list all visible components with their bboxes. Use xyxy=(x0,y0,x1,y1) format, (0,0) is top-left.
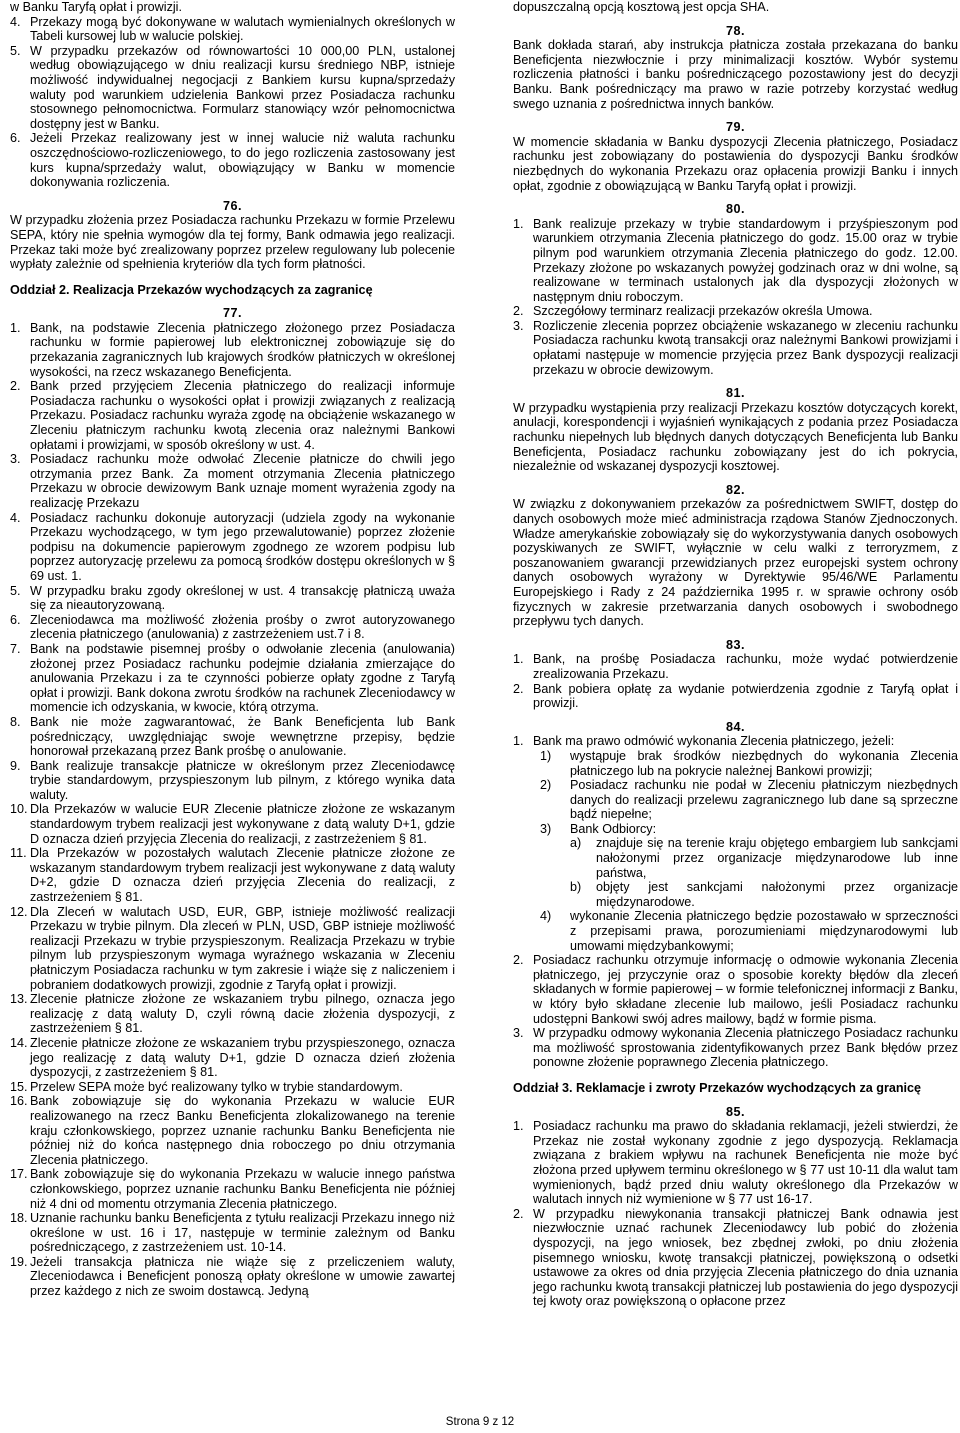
item-number: 2) xyxy=(540,778,552,793)
section-heading: 81. xyxy=(725,386,745,401)
section-heading: 76. xyxy=(222,198,242,213)
item-text: Bank Odbiorcy: xyxy=(570,821,657,836)
item-number: 2. xyxy=(513,953,524,968)
item-number: 9. xyxy=(10,758,21,773)
item-number: 17. xyxy=(10,1167,28,1182)
item-text: Bank, na prośbę Posiadacza rachunku, może wydać potwierdzenie zrealizowania Przekazu. xyxy=(533,652,958,681)
item-text: Bank realizuje transakcje płatnicze w określonym przez Zleceniodawcę trybie standardowym, przyspieszonym lub pilnym, z którego wynika data waluty. xyxy=(30,758,455,802)
item-text: W przypadku odmowy wykonania Zlecenia płatniczego Posiadacz rachunku ma możliwość sprostowania zidentyfikowanych przez Bank błędów przez ponowne złożenie poprawnego Zlecenia płatniczego. xyxy=(533,1026,958,1070)
section-heading: 78. xyxy=(725,23,745,38)
list-item xyxy=(10,379,455,452)
item-number: 10. xyxy=(10,802,28,817)
list-item xyxy=(10,715,455,759)
list-item xyxy=(10,511,455,584)
list-item xyxy=(10,1080,455,1095)
item-number: 6. xyxy=(10,612,21,627)
paragraph: W przypadku wystąpienia przy realizacji Przekazu kosztów dotyczących korekt, anulacji, korespondencji i wyjaśnień wynikających z podania przez Posiadacza rachunku niepełnych lub błędnych danych dotyczących Beneficjenta lub Banku Beneficjenta, Posiadacz rachunku zobowiązany jest do ich pokrycia, niezależnie od wskazanej dyspozycji kosztowej. xyxy=(513,400,958,474)
list-item xyxy=(10,1036,455,1080)
page-number: Strona 9 z 12 xyxy=(445,1416,515,1428)
item-number: 8. xyxy=(10,714,21,729)
item-text: Uznanie rachunku banku Beneficjenta z tytułu realizacji Przekazu innego niż określone w ust. 16 i 17, następuje w terminie zależnym od Banku pośredniczącego, z zastrzeżeniem ust. 10-14. xyxy=(30,1211,455,1255)
item-text: Bank realizuje przekazy w trybie standardowym i przyśpieszonym pod warunkiem otrzymania Zlecenia płatniczego do godz. 15.00 oraz w trybie pilnym pod warunkiem otrzymania Zlecenia płatniczego do godz. 12.00. Przekazy złożone po wskazanych powyżej godzinach oraz w dni wolne, są realizowane w terminach ustalonych jak dla dyspozycji złożonych w następnym dniu roboczym. xyxy=(533,216,958,304)
item-number: 6. xyxy=(10,131,21,146)
item-number: 4) xyxy=(540,909,552,924)
list-item xyxy=(513,319,958,377)
list-item xyxy=(513,682,958,711)
list-item xyxy=(10,802,455,846)
item-text: Bank zobowiązuje się do wykonania Przekazu w walucie innego państwa członkowskiego, poprzez uznanie rachunku Banku Beneficjenta nie później niż 4 dni od momentu otrzymania Zlecenia płatniczego. xyxy=(30,1167,455,1211)
item-text: Dla Przekazów w walucie EUR Zlecenie płatnicze złożone ze wskazanym standardowym trybem realizacji jest wykonywane z datą waluty D+1, gdzie D oznacza dzień przyjęcia Zlecenia do realizacji, z zastrzeżeniem § 81. xyxy=(30,802,455,846)
item-text: Jeżeli Przekaz realizowany jest w innej walucie niż waluta rachunku oszczędnościowo-rozliczeniowego, to do jego rozliczenia zastosowany jest kurs kupna/sprzedaży walut, obowiązujący w Banku w momencie dokonywania rozliczenia. xyxy=(30,131,455,190)
list-item xyxy=(513,953,958,1026)
left-column xyxy=(10,0,455,1299)
list-item xyxy=(10,321,455,379)
sub-list-item xyxy=(540,909,958,953)
list-item xyxy=(10,584,455,613)
list-item xyxy=(10,846,455,904)
list-item xyxy=(10,1167,455,1211)
list-item xyxy=(513,1207,958,1309)
item-text: Bank, na podstawie Zlecenia płatniczego złożonego przez Posiadacza rachunku w formie papierowej lub elektronicznej zobowiązuje się do przekazania zagranicznych lub krajowych środków płatniczych w określonej wysokości, na rzecz wskazanego Beneficjenta. xyxy=(30,320,455,379)
item-text: Bank zobowiązuje się do wykonania Przekazu w walucie EUR realizowanego na rzecz Banku Beneficjenta zlokalizowanego na terenie kraju członkowskiego, poprzez uznanie rachunku Banku Beneficjenta nie później niż do końca następnego dnia roboczego po dniu otrzymania Zlecenia płatniczego. xyxy=(30,1094,455,1167)
item-number: 16. xyxy=(10,1094,28,1109)
list-item xyxy=(10,1211,455,1255)
list-item xyxy=(10,613,455,642)
sub-list-item xyxy=(540,822,958,837)
item-number: 5. xyxy=(10,583,21,598)
item-text: Zlecenie płatnicze złożone ze wskazaniem trybu przyspieszonego, oznacza jego realizację z datą waluty D+1, gdzie D oznacza dzień złożenia dyspozycji, z zastrzeżeniem § 81. xyxy=(30,1035,455,1080)
paragraph: Bank dokłada starań, aby instrukcja płatnicza została przekazana do banku Beneficjenta niezwłocznie i przy minimalizacji kosztów. Wybór systemu rozliczenia płatności i banku pośredniczącego pozostawiony jest do decyzji Banku. Bank pośredniczący ma prawo w razie potrzeby korzystać według swego uznania z pośrednictwa innych banków. xyxy=(513,38,958,111)
item-number: 11. xyxy=(10,846,27,861)
item-text: Posiadacz rachunku może odwołać Zlecenie płatnicze do chwili jego otrzymania przez Bank. Za moment otrzymania Zlecenia płatniczego Przekazu w obrocie dewizowym Bank uznaje moment wyrażenia zgody na realizację Przekazu xyxy=(30,452,455,510)
list-item xyxy=(10,759,455,803)
item-number: 4. xyxy=(10,510,21,525)
item-text: Dla Przekazów w pozostałych walutach Zlecenie płatnicze złożone ze wskazanym standardowym trybem realizacji jest wykonywane z datą waluty D+2, gdzie D oznacza dzień przyjęcia Zlecenia do realizacji, z zastrzeżeniem § 81. xyxy=(30,846,455,905)
item-number: 14. xyxy=(10,1035,28,1050)
item-number: 2. xyxy=(513,304,524,319)
item-text: Zleceniodawca ma możliwość złożenia prośby o zwrot autoryzowanego zlecenia płatniczego (anulowania) z zastrzeżeniem ust.7 i 8. xyxy=(30,612,455,642)
list-item xyxy=(10,15,455,44)
section-heading: 83. xyxy=(725,637,745,652)
section-heading: 85. xyxy=(725,1104,745,1119)
item-number: 1. xyxy=(513,216,524,231)
item-text: Jeżeli transakcja płatnicza nie wiąże się z przeliczeniem waluty, Zleceniodawca i Beneficjent ponoszą opłaty określone w umowie zawartej przez każdego z nich ze swoim dostawcą. Jedyną xyxy=(30,1254,455,1299)
section-heading: 82. xyxy=(725,482,745,497)
right-column xyxy=(513,0,958,1309)
item-letter: b) xyxy=(570,880,582,895)
list-item xyxy=(10,992,455,1036)
item-text: Dla Zleceń w walutach USD, EUR, GBP, istnieje możliwość realizacji Przekazu w trybie pilnym. Dla zleceń w PLN, USD, GBP istnieje możliwość realizacji Przekazu w trybie przyspieszonym. Realizacja Przekazu w trybie pilnym lub przyspieszonym wymaga wyraźnego wskazania w Zleceniu płatniczym Posiadacza rachunku w tym zakresie i wiąże się z naliczeniem i pobraniem dodatkowych prowizji, zgodnie z Taryfą opłat i prowizji. xyxy=(30,904,455,992)
item-text: W przypadku przekazów od równowartości 10 000,00 PLN, ustalonej według obowiązującego w dniu realizacji kursu średniego NBP, istnieje możliwość indywidualnej negocjacji z Bankiem kursu kupna/sprzedaży waluty pod warunkiem udzielenia Bankowi przez Posiadacza rachunku stosownego pełnomocnictwa. Formularz stanowiący wzór pełnomocnictwa dostępny jest w Banku. xyxy=(30,43,455,131)
paragraph: dopuszczalną opcją kosztową jest opcja SHA. xyxy=(513,0,770,14)
item-text: Rozliczenie zlecenia poprzez obciążenie wskazanego w zleceniu rachunku Posiadacza rachunku kwotą transakcji oraz należnymi Bankowi prowizjami i opłatami następuje w momencie przyjęcia przez Bank dyspozycji realizacji przekazu w obrocie dewizowym. xyxy=(533,318,958,377)
item-text: Bank pobiera opłatę za wydanie potwierdzenia zgodnie z Taryfą opłat i prowizji. xyxy=(533,681,958,711)
item-text: znajduje się na terenie kraju objętego embargiem lub sankcjami nałożonymi przez organizacje międzynarodowe lub inne państwa, xyxy=(596,836,958,880)
item-text: Bank nie może zagwarantować, że Bank Beneficjenta lub Bank pośredniczący, uwzględniając swoje wewnętrzne przepisy, będzie honorował przekazaną przez Bank prośbę o anulowanie. xyxy=(30,714,455,759)
item-text: Posiadacz rachunku ma prawo do składania reklamacji, jeżeli stwierdzi, że Przekaz nie został wykonany zgodnie z jego dyspozycją. Reklamacja związana z brakiem wpływu na rachunek Beneficjenta nie może być złożona przed upływem terminu określonego w § 77 ust 10-11 dla walut tam wymienionych, bądź przed dniu waluty określonego dla Przekazów w walutach innych niż wymienione w § 77 ust 16-17. xyxy=(533,1119,958,1207)
paragraph: W przypadku złożenia przez Posiadacza rachunku Przekazu w formie Przelewu SEPA, który nie spełnia wymogów dla tej formy, Bank odmawia jego realizacji. Przekaz taki może być zrealizowany poprzez przelew regulowany lub polecenie wypłaty zależnie od spełnienia kryteriów dla tych form płatności. xyxy=(10,213,455,272)
division-heading: Oddział 2. Realizacja Przekazów wychodzących za zagranicę xyxy=(10,282,373,297)
item-text: Posiadacz rachunku nie podał w Zleceniu płatniczym niezbędnych danych do realizacji przelewu zagranicznego lub dane są sprzeczne bądź niepełne; xyxy=(570,778,958,822)
item-number: 2. xyxy=(513,681,524,696)
item-number: 7. xyxy=(10,641,21,656)
sub-sub-list-item xyxy=(570,880,958,909)
item-text: W przypadku braku zgody określonej w ust. 4 transakcję płatniczą uważa się za nieautoryzowaną. xyxy=(30,583,455,613)
item-text: wykonanie Zlecenia płatniczego będzie pozostawało w sprzeczności z przepisami prawa, porozumieniami międzynarodowymi lub umowami międzybankowymi; xyxy=(570,909,958,953)
item-text: Przekazy mogą być dokonywane w walutach wymienialnych określonych w Tabeli kursowej lub w walucie polskiej. xyxy=(30,14,455,44)
item-number: 15. xyxy=(10,1079,28,1094)
list-item xyxy=(10,642,455,715)
item-text: Bank przed przyjęciem Zlecenia płatniczego do realizacji informuje Posiadacza rachunku o wysokości opłat i prowizji związanych z realizacją Przekazu. Posiadacz rachunku wyraża zgodę na obciążenie wskazanego w Zleceniu płatniczym rachunku kwotą zlecenia oraz należnymi Bankowi opłatami i prowizjami, w sposób określony w ust. 4. xyxy=(30,379,455,452)
item-text: wystąpuje brak środków niezbędnych do wykonania Zlecenia płatniczego lub na pokrycie należnej Bankowi prowizji; xyxy=(570,748,958,778)
item-number: 1. xyxy=(513,1119,524,1134)
list-item xyxy=(10,905,455,993)
section-heading: 84. xyxy=(725,719,745,734)
division-heading: Oddział 3. Reklamacje i zwroty Przekazów wychodzących za granicę xyxy=(513,1080,922,1095)
list-item xyxy=(513,1026,958,1070)
item-number: 1. xyxy=(513,734,524,749)
list-item xyxy=(513,304,958,319)
sub-list-item xyxy=(540,778,958,822)
list-item xyxy=(10,1094,455,1167)
sub-list-item xyxy=(540,749,958,778)
item-number: 1) xyxy=(540,748,552,763)
item-text: Bank ma prawo odmówić wykonania Zlecenia płatniczego, jeżeli: xyxy=(533,734,895,749)
paragraph: W związku z dokonywaniem przekazów za pośrednictwem SWIFT, dostęp do danych osobowych może mieć administracja rządowa Stanów Zjednoczonych. Władze amerykańskie zobowiązały się do wykorzystywania danych osobowych pozyskiwanych ze SWIFT, wyłącznie w celu walki z terroryzmem, z poszanowaniem gwarancji przewidzianych przez europejski system ochrony danych osobowych wyrażony w Dyrektywie 95/46/WE Parlamentu Europejskiego i Rady z 24 października 1995 r. w sprawie ochrony osób fizycznych w zakresie przetwarzania danych osobowych i swobodnego przepływu tych danych. xyxy=(513,497,958,629)
item-number: 2. xyxy=(513,1206,524,1221)
item-text: Zlecenie płatnicze złożone ze wskazaniem trybu pilnego, oznacza jego realizację z datą waluty D, czyli równą dacie złożenia dyspozycji, z zastrzeżeniem § 81. xyxy=(30,992,455,1036)
item-number: 3. xyxy=(10,452,21,467)
item-text: W przypadku niewykonania transakcji płatniczej Bank odnawia jest niezwłocznie uznać rachunek Zleceniodawcy lub pobić do złożenia dyspozycji, na jego wniosek, bez zbędnej zwłoki, po dniu złożenia pisemnego wniosku, kwotę transakcji płatniczej, powiększoną o odsetki ustawowe za okres od dnia przyjęcia Zlecenia płatniczego do dnia uznania jego rachunku kwotą transakcji płatniczej lub postawienia do jego dyspozycji tej kwoty oraz powiększoną o opłacone przez xyxy=(533,1206,958,1309)
item-number: 3) xyxy=(540,821,552,836)
item-number: 5. xyxy=(10,43,21,58)
item-number: 13. xyxy=(10,992,28,1007)
section-heading: 79. xyxy=(725,120,745,135)
item-number: 12. xyxy=(10,904,28,919)
list-item xyxy=(513,652,958,681)
item-number: 4. xyxy=(10,14,21,29)
item-number: 3. xyxy=(513,1026,524,1041)
item-text: Przelew SEPA może być realizowany tylko w trybie standardowym. xyxy=(30,1079,403,1094)
item-text: objęty jest sankcjami nałożonymi przez organizacje międzynarodowe. xyxy=(596,880,958,909)
item-text: Bank na podstawie pisemnej prośby o odwołanie zlecenia (anulowania) złożonej przez Posiadacz rachunku podejmie działania zmierzające do anulowania Przekazu i za te czynności pobierze opłaty zgodne z Taryfą opłat i prowizji. Bank dokona zwrotu środków na rachunek Zleceniodawcy w momencie ich odzyskania, w kwocie, którą otrzyma. xyxy=(30,641,455,715)
item-number: 1. xyxy=(10,320,21,335)
item-number: 3. xyxy=(513,318,524,333)
list-item xyxy=(513,217,958,305)
section-heading: 77. xyxy=(222,306,242,321)
list-item xyxy=(10,1255,455,1299)
sub-sub-list-item xyxy=(570,836,958,880)
item-number: 2. xyxy=(10,379,21,394)
item-letter: a) xyxy=(570,836,582,851)
list-item xyxy=(10,44,455,132)
section-heading: 80. xyxy=(725,202,745,217)
item-text: Szczegółowy terminarz realizacji przekazów określa Umowa. xyxy=(533,304,873,319)
item-number: 19. xyxy=(10,1254,28,1269)
paragraph: w Banku Taryfą opłat i prowizji. xyxy=(10,0,182,14)
list-item xyxy=(10,452,455,510)
item-text: Posiadacz rachunku otrzymuje informację o odmowie wykonania Zlecenia płatniczego, jej przyczynie oraz o sposobie korekty błędów dla zleceń składanych w formie papierowej – w formie telefonicznej informacji z Banku, w który było składane zlecenie lub mailowo, jeśli Posiadacz rachunku udostępni Bankowi swój adres mailowy, bądź w formie pisma. xyxy=(533,953,958,1026)
paragraph: W momencie składania w Banku dyspozycji Zlecenia płatniczego, Posiadacz rachunku jest zobowiązany do postawienia do dyspozycji Banku środków niezbędnych do wykonania Przekazu oraz opłacenia prowizji Banku i innych opłat, zgodnie z obowiązującą w Banku Taryfą opłat i prowizji. xyxy=(513,134,958,193)
item-number: 18. xyxy=(10,1211,28,1226)
item-number: 1. xyxy=(513,652,524,667)
list-item xyxy=(513,734,958,749)
list-item xyxy=(513,1119,958,1207)
item-text: Posiadacz rachunku dokonuje autoryzacji (udziela zgody na wykonanie Przekazu wychodzącego, w tym jego przewalutowanie) poprzez złożenie podpisu na dokumencie papierowym zgodnego ze wzorem podpisu lub poprzez autoryzację przelewu za pomocą środków dostępu określonych w § 69 ust. 1. xyxy=(30,510,455,583)
list-item xyxy=(10,131,455,189)
